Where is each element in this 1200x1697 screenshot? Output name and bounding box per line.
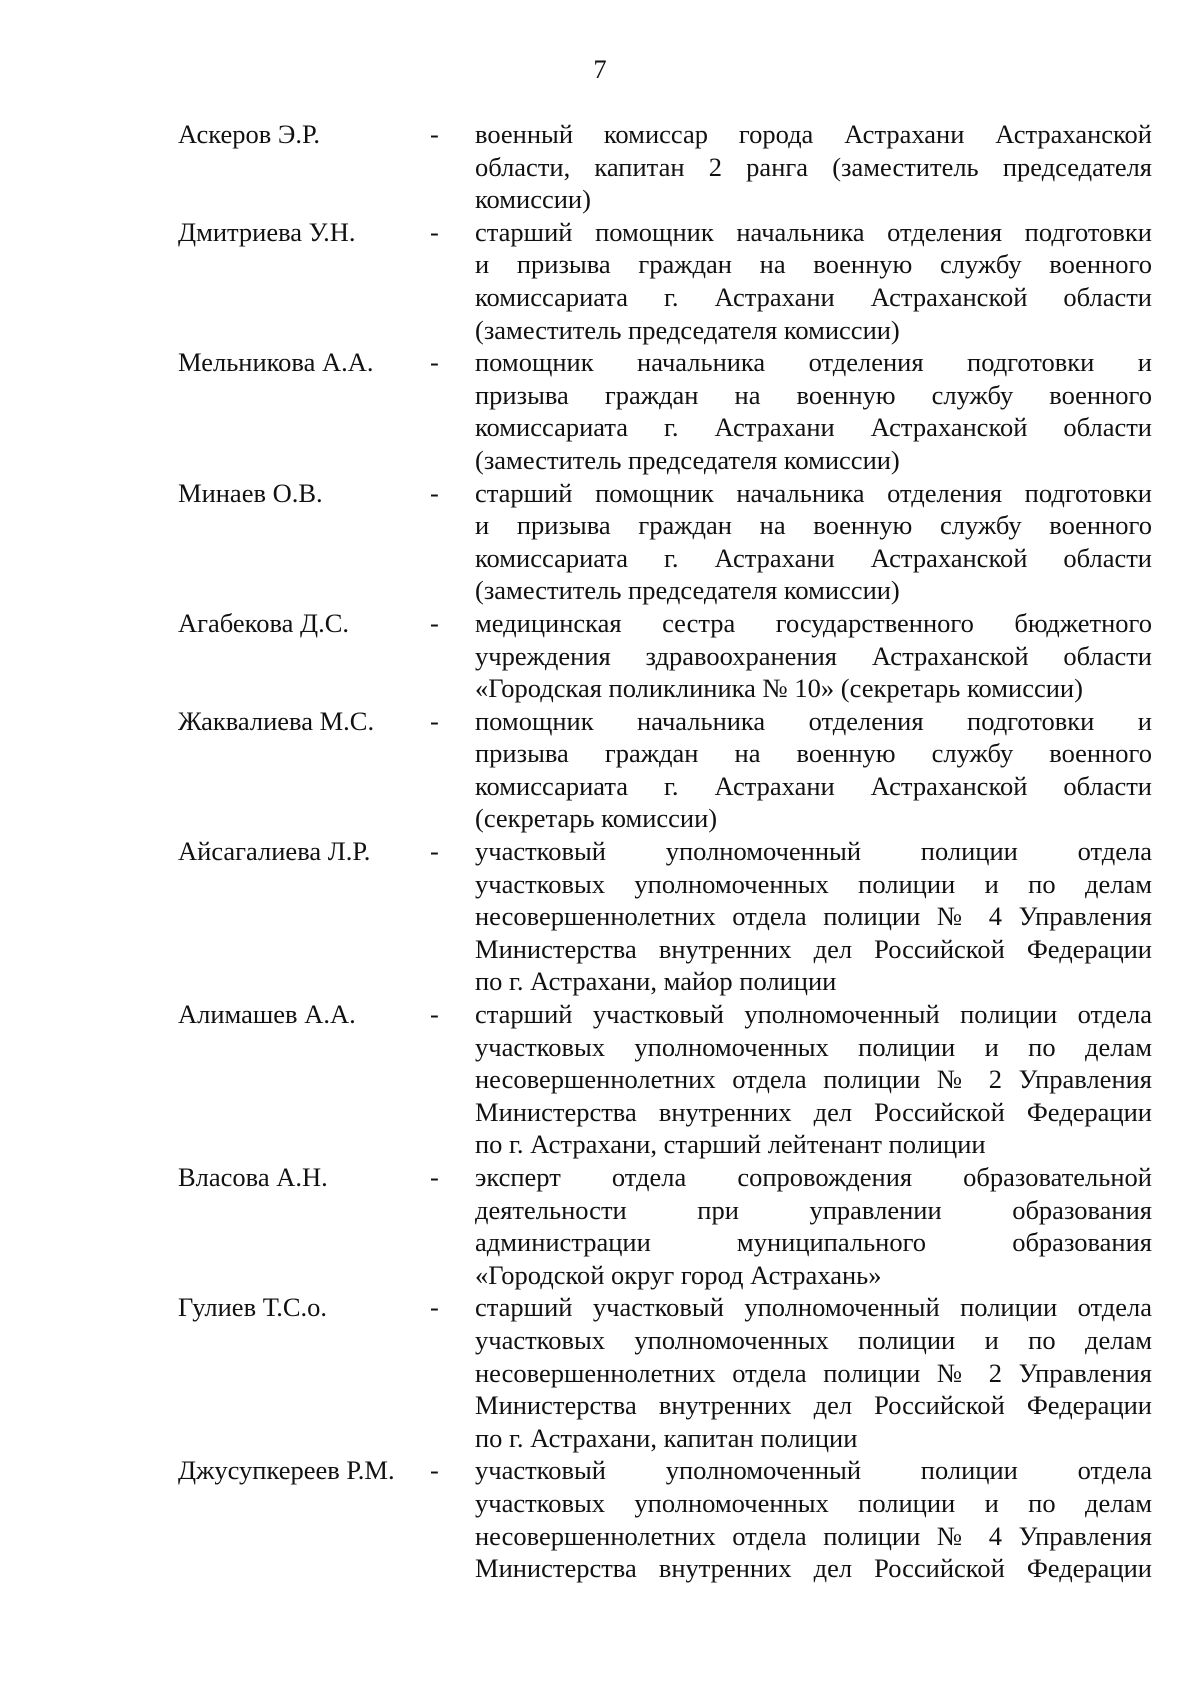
page-number: 7 (593, 54, 607, 84)
member-entry (0, 1161, 1200, 1291)
position-text-line: и призыва граждан на военную службу военного (475, 249, 1152, 280)
position-text-line: участковых уполномоченных полиции и по делам (475, 1487, 1152, 1518)
position-text-line: (заместитель председателя комиссии) (475, 575, 900, 606)
position-text-line: участковых уполномоченных полиции и по делам (475, 868, 1152, 899)
position-text-line: несовершеннолетних отдела полиции № 2 Управления (475, 1064, 1152, 1095)
separator-dash: - (430, 836, 439, 867)
position-text-line: (секретарь комиссии) (475, 803, 718, 834)
position-text-line: и призыва граждан на военную службу военного (475, 510, 1152, 541)
member-position (475, 477, 1152, 607)
position-text-line: комиссариата г. Астрахани Астраханской области (475, 542, 1152, 573)
position-text-line: старший участковый уполномоченный полиции отдела (475, 1292, 1152, 1323)
member-entry (0, 346, 1200, 476)
position-text-line: участковый уполномоченный полиции отдела (475, 1455, 1152, 1486)
member-entry (0, 477, 1200, 607)
position-text-line: комиссариата г. Астрахани Астраханской области (475, 281, 1152, 312)
position-text-line: призыва граждан на военную службу военного (475, 738, 1152, 769)
position-text-line: Министерства внутренних дел Российской Федерации (475, 933, 1152, 964)
position-text-line: администрации муниципального образования (475, 1227, 1152, 1258)
member-name: Власова А.Н. (178, 1162, 328, 1192)
member-position (475, 998, 1152, 1161)
position-text-line: военный комиссар города Астрахани Астраханской (475, 119, 1152, 149)
position-text-line: старший помощник начальника отделения подготовки (475, 477, 1152, 508)
position-text-line: комиссариата г. Астрахани Астраханской области (475, 770, 1152, 801)
member-entry (0, 607, 1200, 705)
separator-dash: - (430, 216, 439, 247)
position-text-line: Министерства внутренних дел Российской Федерации (475, 1390, 1152, 1421)
member-position (475, 607, 1152, 705)
position-text-line: (заместитель председателя комиссии) (475, 314, 900, 345)
separator-dash: - (430, 705, 439, 736)
member-position (475, 346, 1152, 476)
member-position (475, 1454, 1152, 1584)
member-entry (0, 1454, 1200, 1584)
position-text-line: комиссариата г. Астрахани Астраханской области (475, 412, 1152, 443)
position-text-line: медицинская сестра государственного бюджетного (475, 607, 1152, 638)
position-text-line: Министерства внутренних дел Российской Федерации (475, 1553, 1152, 1584)
position-text-line: участковых уполномоченных полиции и по делам (475, 1031, 1152, 1062)
position-text-line: области, капитан 2 ранга (заместитель председателя (475, 151, 1152, 182)
member-position (475, 1161, 1152, 1291)
position-text-line: несовершеннолетних отдела полиции № 4 Управления (475, 1520, 1152, 1551)
separator-dash: - (430, 347, 439, 378)
position-text-line: старший помощник начальника отделения подготовки (475, 216, 1152, 247)
position-text-line: участковый уполномоченный полиции отдела (475, 836, 1152, 867)
member-name: Аскеров Э.Р. (178, 119, 321, 149)
member-name: Дмитриева У.Н. (178, 216, 356, 247)
position-text-line: призыва граждан на военную службу военного (475, 379, 1152, 410)
position-text-line: «Городской округ город Астрахань» (475, 1259, 882, 1290)
position-text-line: старший участковый уполномоченный полиции отдела (475, 999, 1152, 1030)
member-position (475, 705, 1152, 835)
member-entry (0, 216, 1200, 346)
member-name: Джусупкереев Р.М. (178, 1455, 395, 1486)
position-text-line: участковых уполномоченных полиции и по делам (475, 1324, 1152, 1355)
position-text-line: помощник начальника отделения подготовки и (475, 347, 1152, 378)
position-text-line: учреждения здравоохранения Астраханской области (475, 640, 1152, 671)
position-text-line: по г. Астрахани, старший лейтенант полиции (475, 1129, 986, 1160)
member-position (475, 835, 1152, 998)
member-entry (0, 998, 1200, 1161)
member-name: Айсагалиева Л.Р. (178, 836, 371, 867)
position-text-line: по г. Астрахани, капитан полиции (475, 1422, 858, 1453)
position-text-line: «Городская поликлиника № 10» (секретарь комиссии) (475, 673, 1083, 704)
position-text-line: несовершеннолетних отдела полиции № 2 Управления (475, 1357, 1152, 1388)
member-name: Алимашев А.А. (178, 999, 356, 1030)
commission-members-list (0, 118, 1200, 1585)
member-entry (0, 118, 1200, 216)
member-entry (0, 705, 1200, 835)
member-position (475, 118, 1152, 216)
position-text-line: комиссии) (475, 184, 591, 215)
separator-dash: - (430, 477, 439, 508)
separator-dash: - (430, 607, 439, 638)
separator-dash: - (430, 1455, 439, 1486)
member-name: Минаев О.В. (178, 477, 323, 508)
member-name: Агабекова Д.С. (178, 607, 349, 638)
separator-dash: - (430, 1292, 439, 1323)
position-text-line: (заместитель председателя комиссии) (475, 444, 900, 475)
member-entry (0, 835, 1200, 998)
member-position (475, 216, 1152, 346)
separator-dash: - (430, 119, 439, 149)
position-text-line: помощник начальника отделения подготовки и (475, 705, 1152, 736)
position-text-line: эксперт отдела сопровождения образовательной (475, 1162, 1152, 1192)
separator-dash: - (430, 999, 439, 1030)
member-name: Жаквалиева М.С. (178, 705, 375, 736)
member-name: Гулиев Т.С.о. (178, 1292, 328, 1323)
separator-dash: - (430, 1162, 439, 1192)
member-position (475, 1291, 1152, 1454)
position-text-line: несовершеннолетних отдела полиции № 4 Управления (475, 901, 1152, 932)
member-entry (0, 1291, 1200, 1454)
position-text-line: Министерства внутренних дел Российской Федерации (475, 1096, 1152, 1127)
member-name: Мельникова А.А. (178, 347, 374, 378)
position-text-line: по г. Астрахани, майор полиции (475, 966, 837, 997)
position-text-line: деятельности при управлении образования (475, 1194, 1152, 1225)
